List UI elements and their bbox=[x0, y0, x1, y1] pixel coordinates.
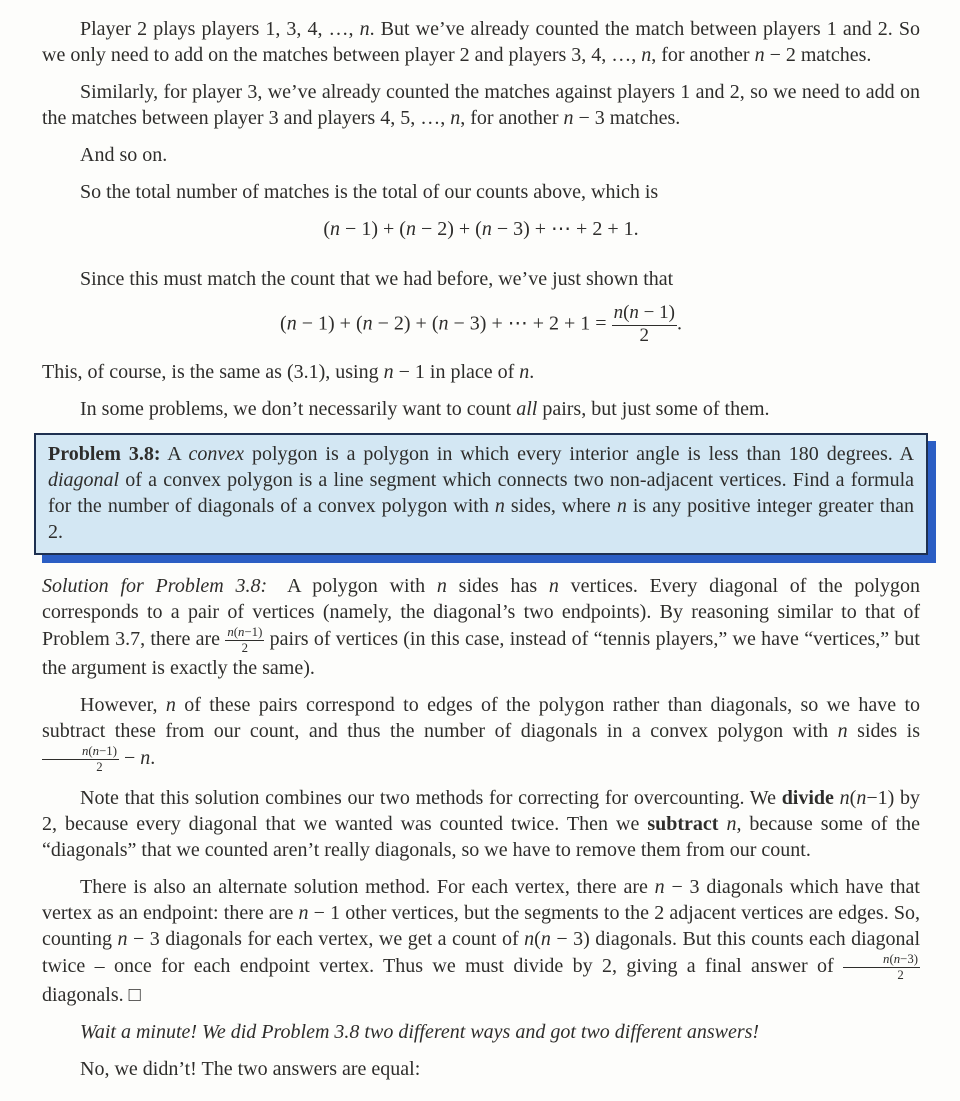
text-run: , for another bbox=[460, 107, 564, 129]
text-run: n bbox=[548, 574, 559, 597]
text-run: − 1) bbox=[638, 302, 675, 323]
paragraph-same-as-3-1 bbox=[42, 359, 920, 385]
text-run: ( bbox=[323, 218, 331, 240]
text-run: A polygon with bbox=[267, 574, 437, 597]
paragraph-some-problems bbox=[42, 396, 920, 422]
text-run: . bbox=[529, 360, 535, 383]
text-run: polygon is a polygon in which every interior angle is less than 180 degrees. A bbox=[244, 442, 915, 465]
paragraph-answers-equal bbox=[42, 1056, 920, 1082]
text-run: diagonals. □ bbox=[42, 984, 141, 1007]
text-run: n bbox=[227, 624, 234, 639]
text-run: n bbox=[563, 107, 574, 129]
text-run: Wait a minute! We did Problem 3.8 two different ways and got two different answers! bbox=[80, 1021, 760, 1044]
text-run: n bbox=[438, 312, 449, 335]
text-run: ( bbox=[534, 928, 541, 951]
text-run: n bbox=[165, 693, 176, 716]
paragraph-alternate-solution bbox=[42, 874, 920, 1008]
text-run: In some problems, we don’t necessarily want to count bbox=[80, 397, 517, 420]
text-run: And so on. bbox=[80, 144, 168, 166]
text-run: n bbox=[140, 746, 151, 769]
paragraph-wait-a-minute bbox=[42, 1019, 920, 1045]
text-run: ( bbox=[889, 952, 894, 967]
text-run: sides has bbox=[446, 574, 549, 597]
inline-fraction bbox=[225, 625, 264, 655]
paragraph-however-edges bbox=[42, 692, 920, 774]
text-run: convex bbox=[188, 442, 245, 465]
text-run: There is also an alternate solution method. For each vertex, there are bbox=[80, 876, 655, 899]
text-run: − 1 other vertices, but the segments to the 2 adjacent vertices are edges. So, counting bbox=[42, 902, 920, 951]
text-run: − 3) + ⋯ + 2 + 1 = bbox=[448, 312, 612, 335]
text-run: of a convex polygon is a line segment which connects two non-adjacent vertices. Find a formula for the number of diagonals of a convex polygon with bbox=[48, 468, 914, 517]
inline-fraction bbox=[612, 303, 677, 347]
text-run: pairs, but just some of them. bbox=[537, 397, 770, 420]
text-run: n bbox=[641, 44, 652, 66]
paragraph-note-combines-methods bbox=[42, 785, 920, 863]
text-run: Problem 3.8: bbox=[48, 442, 161, 465]
text-run: n bbox=[540, 928, 551, 951]
text-run: of these pairs correspond to edges of the polygon rather than diagonals, so we have to subtract these from our count, and thus the number of diagonals in a convex polygon with bbox=[42, 693, 921, 742]
paragraph-solution-3-8 bbox=[42, 573, 920, 681]
text-run: −1) bbox=[244, 624, 263, 639]
text-run: − 3 diagonals for each vertex, we get a count of bbox=[127, 928, 525, 951]
text-run: n bbox=[450, 107, 461, 129]
text-run: n bbox=[481, 218, 492, 240]
text-run: ( bbox=[623, 302, 630, 323]
text-run: No, we didn’t! The two answers are equal: bbox=[80, 1058, 421, 1081]
text-run: n bbox=[837, 719, 848, 742]
text-run: − bbox=[118, 746, 141, 769]
text-run: n bbox=[405, 218, 416, 240]
text-run: n bbox=[286, 312, 297, 335]
equation-sum-series bbox=[42, 216, 920, 242]
text-run: n bbox=[362, 312, 373, 335]
text-run: vertices. Every diagonal of the polygon corresponds to a pair of vertices (namely, the diagonal’s two endpoints). By reasoning similar to that of Problem 3.7, there are bbox=[42, 574, 920, 650]
inline-fraction bbox=[42, 744, 119, 774]
text-run: Similarly, for player 3, we’ve already counted the matches against players 1 and 2, so we need to add on the matches between player 3 and players 4, 5, …, bbox=[42, 81, 920, 129]
paragraph-and-so-on bbox=[42, 142, 920, 168]
text-run: divide bbox=[781, 787, 834, 810]
paragraph-player-2 bbox=[42, 16, 920, 68]
text-run: n bbox=[856, 787, 867, 810]
equation-sum-closed-form bbox=[42, 303, 920, 347]
text-run: −1) by 2, because every diagonal that we wanted was counted twice. Then we bbox=[42, 787, 921, 836]
text-run: ( bbox=[233, 624, 239, 639]
text-run: 2 bbox=[241, 640, 249, 655]
text-run: n bbox=[616, 494, 627, 517]
text-run: However, bbox=[80, 693, 166, 716]
text-run: − 1) + ( bbox=[296, 312, 363, 335]
text-run: n bbox=[654, 876, 665, 899]
text-run: n bbox=[82, 743, 89, 758]
problem-3-8-box bbox=[34, 433, 928, 555]
text-run: 2 bbox=[96, 759, 103, 774]
text-run: − 2) + ( bbox=[415, 218, 482, 240]
text-run: , for another bbox=[651, 44, 755, 66]
text-run: n bbox=[893, 952, 901, 967]
text-run: − 1 in place of bbox=[393, 360, 520, 383]
text-run: − 3) + ⋯ + 2 + 1. bbox=[491, 218, 639, 240]
text-run: n bbox=[613, 302, 624, 323]
text-run: Player 2 plays players 1, 3, 4, …, bbox=[80, 18, 360, 40]
text-run: . But we’ve already counted the match between players 1 and 2. So we only need to add on the matches between player 2 and players 3, 4, …, bbox=[42, 18, 920, 66]
text-run: n bbox=[726, 813, 737, 836]
text-run: n bbox=[754, 44, 765, 66]
text-run: 2 bbox=[639, 324, 649, 346]
text-run: n bbox=[839, 787, 850, 810]
text-run: subtract bbox=[647, 813, 719, 836]
text-run: is any positive integer greater than 2. bbox=[48, 494, 915, 543]
text-run: n bbox=[519, 360, 530, 383]
text-run: diagonal bbox=[48, 468, 120, 491]
text-run: − 2) + ( bbox=[372, 312, 439, 335]
inline-fraction bbox=[843, 952, 920, 982]
text-run: sides, where bbox=[504, 494, 617, 517]
text-run: n bbox=[436, 574, 447, 597]
text-run: n bbox=[883, 952, 890, 967]
text-run: n bbox=[117, 928, 128, 951]
text-run: . bbox=[150, 746, 156, 769]
text-run: − 3 diagonals which have that vertex as an endpoint: there are bbox=[42, 876, 920, 925]
text-run: ( bbox=[88, 743, 93, 758]
text-run: n bbox=[359, 18, 370, 40]
text-run: n bbox=[629, 302, 639, 323]
text-run: Note that this solution combines our two methods for correcting for overcounting. We bbox=[80, 787, 782, 810]
text-run: − 3) diagonals. But this counts each diagonal twice – once for each endpoint vertex. Thus we must divide by 2, giving a final answer of bbox=[42, 928, 920, 978]
text-run: So the total number of matches is the total of our counts above, which is bbox=[80, 181, 659, 203]
text-run: . bbox=[676, 312, 682, 335]
text-run: − 3 matches. bbox=[573, 107, 681, 129]
text-run: n bbox=[330, 218, 341, 240]
text-run: − 2 matches. bbox=[764, 44, 872, 66]
text-run: sides is bbox=[847, 719, 921, 742]
paragraph-total-matches-intro bbox=[42, 179, 920, 205]
paragraph-player-3 bbox=[42, 79, 920, 131]
text-run: Since this must match the count that we had before, we’ve just shown that bbox=[80, 268, 674, 290]
text-run: n bbox=[383, 360, 394, 383]
text-run: ( bbox=[849, 787, 857, 810]
text-run: 2 bbox=[897, 968, 904, 983]
text-run: − 1) + ( bbox=[340, 218, 406, 240]
text-run: −1) bbox=[99, 743, 117, 758]
text-run: ( bbox=[280, 312, 287, 335]
text-run: Solution for Problem 3.8: bbox=[42, 574, 268, 597]
problem-3-8-statement bbox=[48, 441, 914, 545]
paragraph-since-match bbox=[42, 266, 920, 292]
text-run: n bbox=[92, 743, 100, 758]
text-run: A bbox=[160, 442, 189, 465]
text-run: n bbox=[524, 928, 535, 951]
text-run: n bbox=[238, 624, 245, 639]
text-run: n bbox=[494, 494, 505, 517]
text-run: This, of course, is the same as (3.1), using bbox=[42, 360, 384, 383]
text-run: , because some of the “diagonals” that we counted aren’t really diagonals, so we have to remove them from our count. bbox=[42, 813, 921, 862]
text-run: n bbox=[298, 902, 309, 925]
text-run: pairs of vertices (in this case, instead of “tennis players,” we have “vertices,” but the argument is exactly the same). bbox=[42, 627, 920, 679]
text-run: −3) bbox=[900, 952, 918, 967]
text-run: all bbox=[516, 397, 538, 420]
